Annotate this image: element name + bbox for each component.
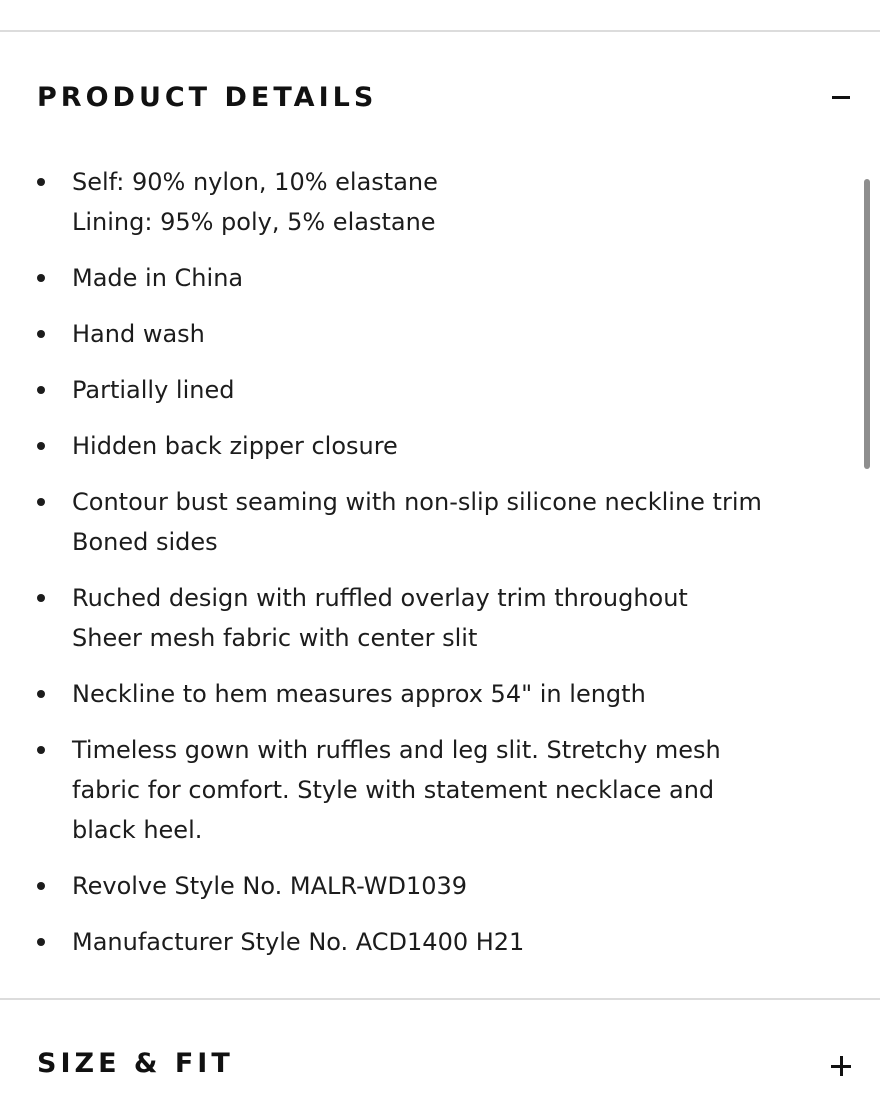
bullet-icon	[37, 178, 45, 186]
product-details-title: PRODUCT DETAILS	[37, 82, 378, 113]
scrollbar[interactable]	[864, 179, 870, 469]
detail-text: Contour bust seaming with non-slip silicone neckline trim	[72, 488, 762, 516]
size-fit-header[interactable]	[0, 1036, 880, 1096]
detail-list-item	[0, 370, 860, 410]
detail-list-item	[0, 314, 860, 354]
detail-text: Hidden back zipper closure	[72, 432, 398, 460]
product-details-header[interactable]	[0, 70, 880, 130]
detail-list-item	[0, 866, 860, 906]
detail-text: fabric for comfort. Style with statement necklace and	[72, 776, 715, 804]
detail-list-item	[0, 482, 860, 562]
minus-icon	[832, 96, 850, 99]
detail-list-item	[0, 922, 860, 962]
detail-list-item	[0, 674, 860, 714]
detail-text: Sheer mesh fabric with center slit	[72, 624, 478, 652]
detail-text: Ruched design with ruffled overlay trim throughout	[72, 584, 688, 612]
detail-list-item	[0, 258, 860, 298]
detail-list-item	[0, 578, 860, 658]
detail-text: Made in China	[72, 264, 244, 292]
detail-list-item	[0, 730, 860, 850]
bullet-icon	[37, 442, 45, 450]
bullet-icon	[37, 938, 45, 946]
bullet-icon	[37, 594, 45, 602]
detail-text: Self: 90% nylon, 10% elastane	[72, 168, 438, 196]
expand-plus-button[interactable]	[826, 1051, 856, 1081]
section-divider	[0, 998, 880, 1000]
detail-text: Revolve Style No. MALR-WD1039	[72, 872, 468, 900]
detail-text: black heel.	[72, 816, 203, 844]
size-fit-title: SIZE & FIT	[37, 1048, 234, 1079]
bullet-icon	[37, 498, 45, 506]
bullet-icon	[37, 386, 45, 394]
detail-text: Timeless gown with ruffles and leg slit. Stretchy mesh	[72, 736, 721, 764]
bullet-icon	[37, 882, 45, 890]
detail-text: Partially lined	[72, 376, 235, 404]
top-divider	[0, 30, 880, 32]
detail-list-item	[0, 426, 860, 466]
detail-list-item	[0, 162, 860, 242]
detail-text: Boned sides	[72, 528, 218, 556]
bullet-icon	[37, 330, 45, 338]
collapse-minus-icon[interactable]	[826, 82, 856, 112]
bullet-icon	[37, 274, 45, 282]
detail-text: Lining: 95% poly, 5% elastane	[72, 208, 436, 236]
product-details-list	[0, 162, 860, 978]
plus-icon	[831, 1056, 851, 1076]
bullet-icon	[37, 746, 45, 754]
bullet-icon	[37, 690, 45, 698]
detail-text: Neckline to hem measures approx 54" in length	[72, 680, 646, 708]
detail-text: Hand wash	[72, 320, 205, 348]
detail-text: Manufacturer Style No. ACD1400 H21	[72, 928, 525, 956]
